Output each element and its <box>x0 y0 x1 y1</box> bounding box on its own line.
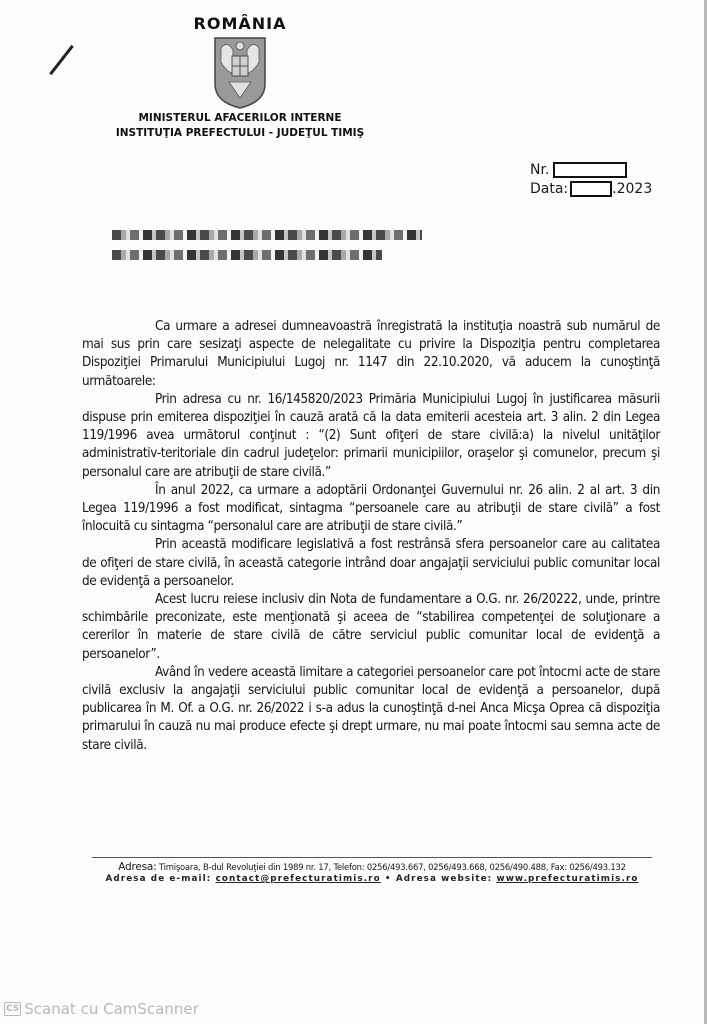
letter-body <box>82 318 660 755</box>
address-text: Timişoara, B-dul Revoluţiei din 1989 nr. 17, Telefon: 0256/493.667, 0256/493.668, 0256/490.488, Fax: 0256/493.132 <box>156 862 626 872</box>
romanian-coat-of-arms-icon <box>211 34 269 110</box>
pixelated-addressee-line <box>112 230 422 240</box>
ministry-name: MINISTERUL AFACERILOR INTERNE <box>138 112 342 124</box>
body-paragraph: Având în vedere această limitare a categoriei persoanelor care pot întocmi acte de stare civilă exclusiv la angajaţii serviciului public comunitar local de evidenţă a persoanelor, după publicarea în M. Of. a O.G. nr. 26/2022 i s-a adus la cunoştinţă d-nei Anca Micşa Oprea că dispoziţia primarului în cauză nu mai produce efecte şi drept urmare, nu mai poate întocmi sau semna acte de stare civilă. <box>82 664 660 753</box>
camscanner-watermark <box>4 1000 199 1018</box>
camscanner-text: Scanat cu CamScanner <box>24 1000 199 1018</box>
redacted-date-box <box>570 181 612 197</box>
body-paragraph: Prin această modificare legislativă a fost restrânsă sfera persoanelor care au calitatea de ofiţeri de stare civilă, în această categorie intrând doar angajaţii serviciului public comunitar local de evidenţă a persoanelor. <box>82 537 660 589</box>
letter-footer <box>92 857 652 885</box>
letterhead <box>70 14 410 140</box>
footer-separator: • <box>380 874 396 884</box>
registration-number-row <box>530 161 652 180</box>
footer-address-line <box>92 861 652 873</box>
date-year: .2023 <box>612 181 653 197</box>
email-link[interactable]: contact@prefecturatimis.ro <box>215 874 381 884</box>
body-paragraph: În anul 2022, ca urmare a adoptării Ordonanţei Guvernului nr. 26 alin. 2 al art. 3 din Legea 119/1996 a fost modificat, sintagma “persoanele care au atribuţii de stare civilă” a fost înlocuită cu sintagma “personalul care are atribuţii de stare civilă.” <box>82 482 660 535</box>
reference-block <box>530 161 652 199</box>
website-link[interactable]: www.prefecturatimis.ro <box>496 874 639 884</box>
body-paragraph: Prin adresa cu nr. 16/145820/2023 Primăria Municipiului Lugoj în justificarea măsurii dispuse prin emiterea dispoziţiei în cauză arată că la data emiterii acesteia art. 3 alin. 2 din Legea 119/1996 avea următorul conţinut : “(2) Sunt ofiţeri de stare civilă:a) la nivelul unităţilor administrativ-teritoriale din cadrul judeţelor: primarii municipiilor, oraşelor şi comunelor, precum şi personalul care are atribuţii de stare civilă.” <box>82 391 660 480</box>
date-label: Data: <box>530 181 569 197</box>
date-row <box>530 180 652 199</box>
pixelated-addressee-line <box>112 250 382 260</box>
country-name: ROMÂNIA <box>193 14 287 33</box>
body-paragraph: Acest lucru reiese inclusiv din Nota de fundamentare a O.G. nr. 26/20222, unde, printre schimbările preconizate, este menţionată şi aceea de “stabilirea competenţei de soluţionare a cererilor în materie de stare civilă de către serviciul public comunitar local de evidenţă a persoanelor”. <box>82 592 660 662</box>
registration-number-label: Nr. <box>530 162 550 178</box>
camscanner-icon: CS <box>6 1004 20 1014</box>
website-label: Adresa website: <box>395 874 497 884</box>
address-label: Adresa: <box>118 861 157 873</box>
institution-name: INSTITUŢIA PREFECTULUI - JUDEŢUL TIMIŞ <box>115 127 365 139</box>
redacted-number-box <box>553 162 627 178</box>
footer-contact-line <box>92 873 652 885</box>
redacted-addressee <box>112 230 422 270</box>
body-paragraph: Ca urmare a adresei dumneavoastră înregistrată la instituţia noastră sub numărul de mai sus prin care sesizaţi aspecte de nelegalitate cu privire la Dispoziţia pentru completarea Dispoziţiei Primarului Municipiului Lugoj nr. 1147 din 22.10.2020, vă aducem la cunoştinţă următoarele: <box>82 319 660 389</box>
email-label: Adresa de e-mail: <box>105 874 216 884</box>
